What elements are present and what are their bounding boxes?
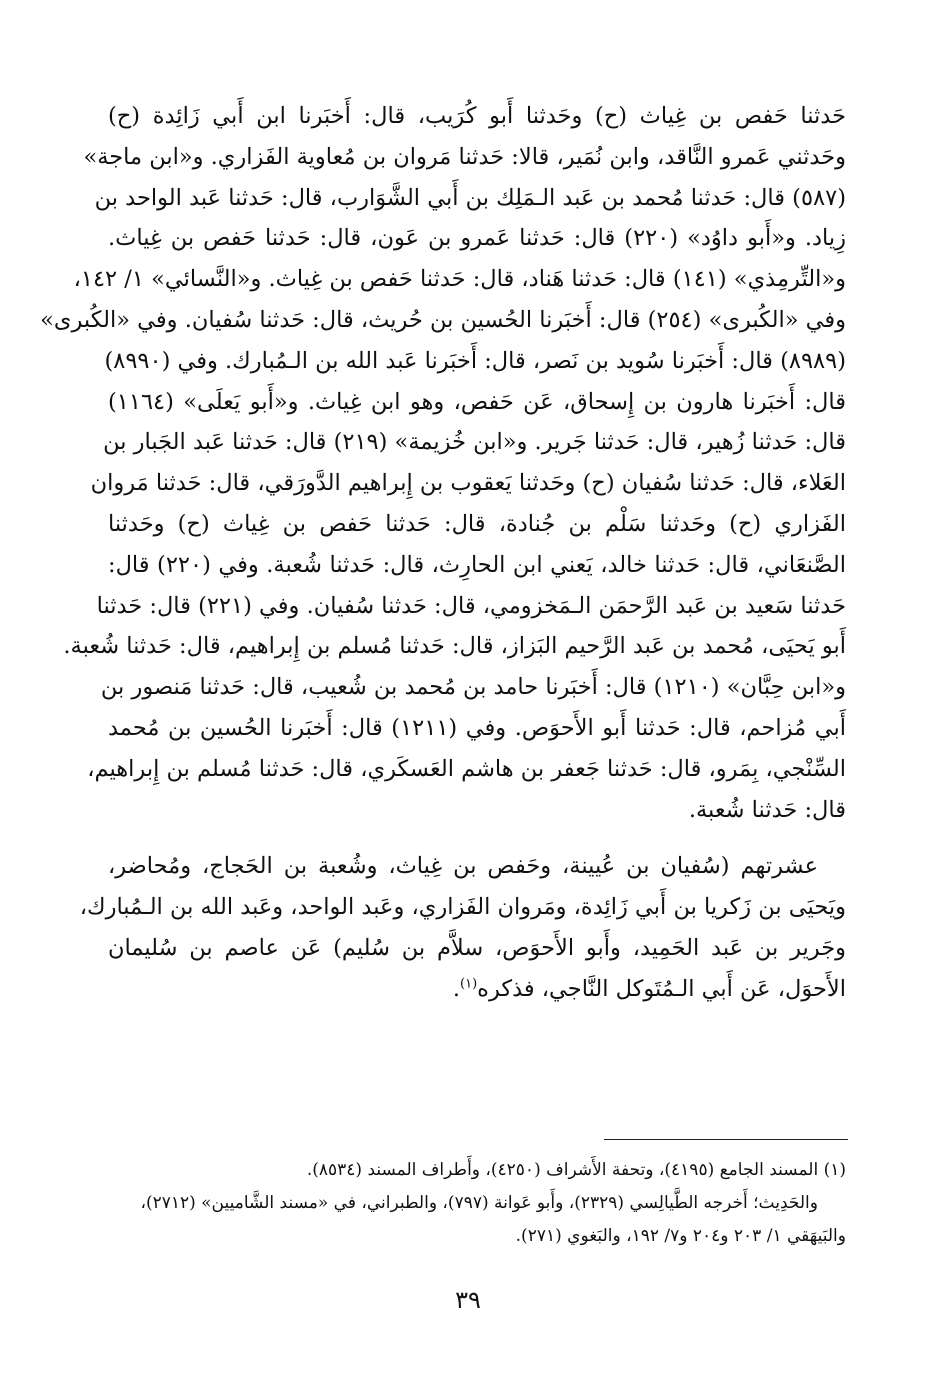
text-line: قال: حَدثنا زُهير، قال: حَدثنا جَرير. و«ابن خُزيمة» (٢١٩) قال: حَدثنا عَبد الجَبار بن [103,429,846,456]
text-line: السِّنْجي، بِمَرو، قال: حَدثنا جَعفر بن هاشم العَسكَري، قال: حَدثنا مُسلم بن إِبراهيم، [87,755,846,782]
sentence-end: . [452,975,461,1002]
text-line: قال: أَخبَرنا هارون بن إِسحاق، عَن حَفص، وهو ابن غِياث. و«أَبو يَعلَى» (١١٦٤) [108,388,846,415]
text-line: أَبو يَحيَى، مُحمد بن عَبد الرَّحيم البَزاز، قال: حَدثنا مُسلم بن إِبراهيم، قال: حَدثنا شُعبة. [63,633,846,660]
footnote-separator [604,1139,848,1140]
text-line: عشرتهم (سُفيان بن عُيينة، وحَفص بن غِياث، وشُعبة بن الحَجاج، ومُحاضر، [108,853,818,880]
text-line: (٥٨٧) قال: حَدثنا مُحمد بن عَبد الـمَلِك بن أَبي الشَّوَارب، قال: حَدثنا عَبد الواحد بن [94,184,846,211]
paragraph-summary [79,846,846,1009]
text-line-final [108,969,846,1010]
text-line: قال: حَدثنا شُعبة. [688,796,846,823]
text-line: (٨٩٨٩) قال: أَخبَرنا سُويد بن نَصر، قال: أَخبَرنا عَبد الله بن الـمُبارك. وفي (٨٩٩٠) [104,347,846,374]
text-line: الصَّنعَاني، قال: حَدثنا خالد، يَعني ابن الحارِث، قال: حَدثنا شُعبة. وفي (٢٢٠) قال: [108,551,846,578]
page-number: ٣٩ [455,1286,481,1314]
text-line: ويَحيَى بن زَكريا بن أَبي زَائِدة، ومَروان الفَزاري، وعَبد الواحد، وعَبد الله بن الـمُبارك، [79,894,846,921]
text-line: وفي «الكُبرى» (٢٥٤) قال: أَخبَرنا الحُسين بن حُريث، قال: حَدثنا سُفيان. وفي «الكُبرى» [40,306,846,333]
text-line: زِياد. و«أَبو داوُد» (٢٢٠) قال: حَدثنا عَمرو بن عَون، قال: حَدثنا حَفص بن غِياث. [108,225,846,252]
paragraph-isnad [40,96,846,830]
text-line: وحَدثني عَمرو النَّاقد، وابن نُمَير، قالا: حَدثنا مَروان بن مُعاوية الفَزاري. و«ابن ماجة» [83,143,846,170]
text-line: أَبي مُزاحم، قال: حَدثنا أَبو الأَحوَص. وفي (١٢١١) قال: أَخبَرنا الحُسين بن مُحمد [108,714,846,741]
page-body [40,96,846,1010]
text-line-content: الأَحوَل، عَن أَبي الـمُتَوكل النَّاجي، فذكره [477,975,846,1002]
text-line: و«ابن حِبَّان» (١٢١٠) قال: أَخبَرنا حامد بن مُحمد بن شُعيب، قال: حَدثنا مَنصور بن [100,674,846,701]
footnote-line: (١) المسند الجامع (٤١٩٥)، وتحفة الأَشراف (٤٢٥٠)، وأَطراف المسند (٨٥٣٤). [306,1160,846,1180]
text-line: العَلاء، قال: حَدثنا سُفيان (ح) وحَدثنا يَعقوب بن إِبراهيم الدَّورَقي، قال: حَدثنا مَروان [90,470,846,497]
footnote-marker: (١) [460,976,478,992]
text-line: حَدثنا سَعيد بن عَبد الرَّحمَن الـمَخزومي، قال: حَدثنا سُفيان. وفي (٢٢١) قال: حَدثنا [96,592,846,619]
footnote-line: والحَدِيث؛ أَخرجه الطَّيالِسي (٢٣٢٩)، وأَبو عَوانة (٧٩٧)، والطبراني، في «مسند الشَّاميين» (٢٧١٢)، [140,1193,818,1213]
footnotes [108,1154,846,1253]
text-line: و«التِّرمِذي» (١٤١) قال: حَدثنا هَناد، قال: حَدثنا حَفص بن غِياث. و«النَّسائي» ١/ ١٤٢، [73,266,846,293]
text-line: الفَزاري (ح) وحَدثنا سَلْم بن جُنادة، قال: حَدثنا حَفص بن غِياث (ح) وحَدثنا [108,510,846,537]
text-line: حَدثنا حَفص بن غِياث (ح) وحَدثنا أَبو كُرَيب، قال: أَخبَرنا ابن أَبي زَائِدة (ح) [108,103,846,129]
text-line: وجَرير بن عَبد الحَمِيد، وأَبو الأَحوَص، سلاَّم بن سُليم) عَن عاصم بن سُليمان [108,934,846,961]
footnote-line: والبَيهَقي ١/ ٢٠٣ و٢٠٤ و٧/ ١٩٢، والبَغوي (٢٧١). [515,1226,846,1246]
